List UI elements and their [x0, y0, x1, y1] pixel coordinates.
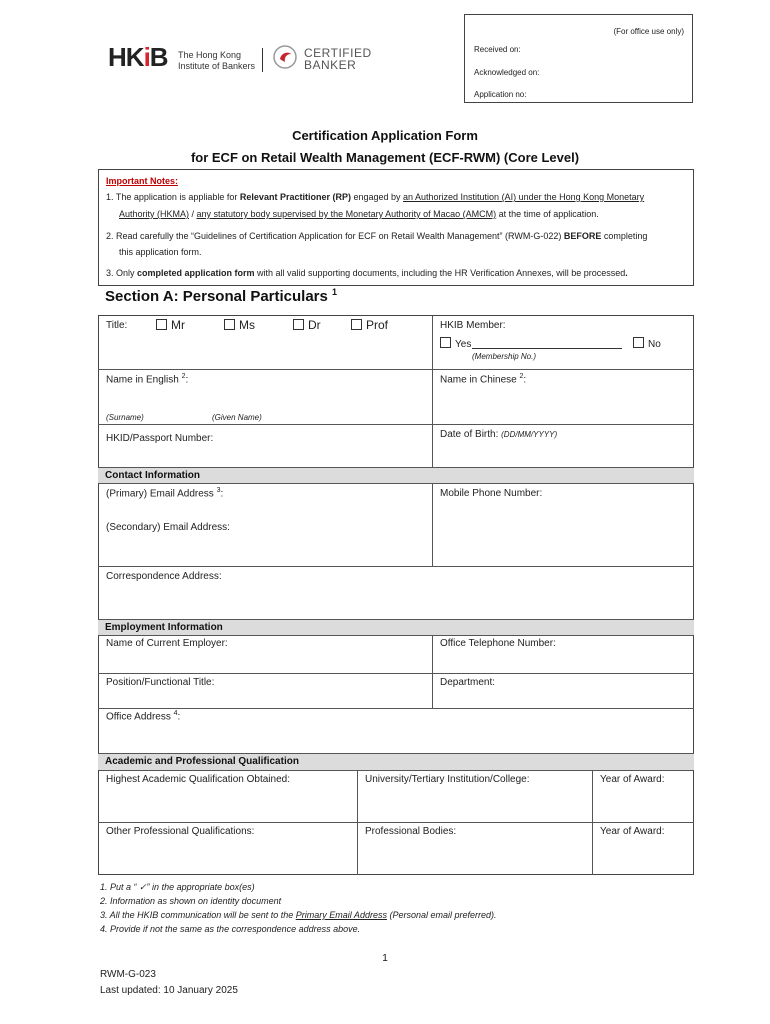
name-english-label: Name in English $^2$:: [106, 373, 189, 386]
notes-heading: Important Notes:: [106, 176, 178, 186]
footnote-1: 1. Put a “ ✓” in the appropriate box(es): [100, 882, 255, 892]
col-divider: [357, 771, 358, 875]
title-prof-checkbox[interactable]: Prof: [351, 318, 388, 332]
academic-header: Academic and Professional Qualification: [98, 753, 694, 771]
footnote-4: 4. Provide if not the same as the correspondence address above.: [100, 924, 361, 934]
title-ms-checkbox[interactable]: Ms: [224, 318, 255, 332]
other-qualifications-label: Other Professional Qualifications:: [106, 826, 255, 837]
membership-no-hint: (Membership No.): [472, 352, 537, 361]
year-of-award-label: Year of Award:: [600, 774, 665, 785]
last-updated: Last updated: 10 January 2025: [100, 985, 238, 996]
hkib-institute-name: The Hong Kong Institute of Bankers: [178, 50, 256, 71]
row-divider: [98, 822, 694, 823]
hkib-member-label: HKIB Member:: [440, 320, 506, 331]
employer-label: Name of Current Employer:: [106, 638, 228, 649]
contact-info-header: Contact Information: [98, 467, 694, 484]
member-no-checkbox[interactable]: No: [633, 337, 661, 350]
form-subtitle: for ECF on Retail Wealth Management (ECF-RWM) (Core Level): [190, 150, 580, 165]
employment-info-header: Employment Information: [98, 619, 694, 636]
primary-email-label: (Primary) Email Address $^3$:: [106, 487, 224, 500]
note-1-cont: Authority (HKMA) / any statutory body supervised by the Monetary Authority of Macao (AMCM) at the time of application.: [119, 209, 599, 219]
personal-particulars-form: [98, 315, 694, 875]
membership-no-input[interactable]: [472, 348, 622, 349]
title-label: Title:: [106, 320, 128, 331]
col-divider: [432, 316, 433, 467]
hkib-logo: HKiB: [108, 42, 168, 72]
important-notes: [98, 169, 694, 286]
title-mr-checkbox[interactable]: Mr: [156, 318, 185, 332]
title-dr-checkbox[interactable]: Dr: [293, 318, 321, 332]
footnote-2: 2. Information as shown on identity document: [100, 896, 282, 906]
member-yes-checkbox[interactable]: Yes: [440, 337, 471, 350]
col-divider: [432, 484, 433, 566]
office-use-title: (For office use only): [613, 27, 684, 36]
office-address-label: Office Address $^4$:: [106, 710, 181, 723]
received-on-field: Received on:: [474, 45, 521, 54]
office-tel-label: Office Telephone Number:: [440, 638, 556, 649]
document-footer: [100, 967, 238, 999]
acknowledged-on-field: Acknowledged on:: [474, 68, 540, 77]
surname-hint: (Surname): [106, 413, 144, 422]
university-label: University/Tertiary Institution/College:: [365, 774, 530, 785]
correspondence-address-label: Correspondence Address:: [106, 571, 222, 582]
logo-divider: [262, 48, 263, 72]
hkid-label: HKID/Passport Number:: [106, 433, 214, 444]
form-title: Certification Application Form: [292, 128, 478, 143]
professional-bodies-label: Professional Bodies:: [365, 826, 457, 837]
note-2-cont: this application form.: [119, 247, 202, 257]
note-2: 2. Read carefully the “Guidelines of Certification Application for ECF on Retail Wealth Management” (RWM-G-022) BEFORE completing: [106, 231, 648, 241]
section-a-title: Section A: Personal Particulars $^1$: [105, 287, 338, 305]
row-divider: [98, 369, 694, 370]
position-label: Position/Functional Title:: [106, 677, 215, 688]
col-divider: [432, 636, 433, 708]
certified-banker-logo: CERTIFIED BANKER: [304, 46, 372, 72]
department-label: Department:: [440, 677, 496, 688]
certified-banker-icon: [272, 44, 298, 70]
col-divider: [592, 771, 593, 875]
doc-code: RWM-G-023: [100, 969, 156, 980]
note-1: 1. The application is appliable for Relevant Practitioner (RP) engaged by an Authorized Institution (AI) under the Hong Kong Monetary: [106, 192, 645, 202]
row-divider: [98, 424, 694, 425]
year-of-award-label-2: Year of Award:: [600, 826, 665, 837]
given-name-hint: (Given Name): [212, 413, 262, 422]
dob-label: Date of Birth: (DD/MM/YYYY): [440, 429, 558, 440]
row-divider: [98, 673, 694, 674]
highest-qualification-label: Highest Academic Qualification Obtained:: [106, 774, 290, 785]
page-number: 1: [382, 953, 388, 964]
office-use-box: [464, 14, 693, 103]
mobile-label: Mobile Phone Number:: [440, 488, 543, 499]
application-no-field: Application no:: [474, 90, 527, 99]
footnote-3: 3. All the HKIB communication will be sent to the Primary Email Address (Personal email preferred).: [100, 910, 497, 920]
name-chinese-label: Name in Chinese $^2$:: [440, 373, 527, 386]
note-3: 3. Only completed application form with all valid supporting documents, including the HR Verification Annexes, will be processed.: [106, 268, 628, 278]
row-divider: [98, 566, 694, 567]
secondary-email-label: (Secondary) Email Address:: [106, 522, 230, 533]
row-divider: [98, 708, 694, 709]
